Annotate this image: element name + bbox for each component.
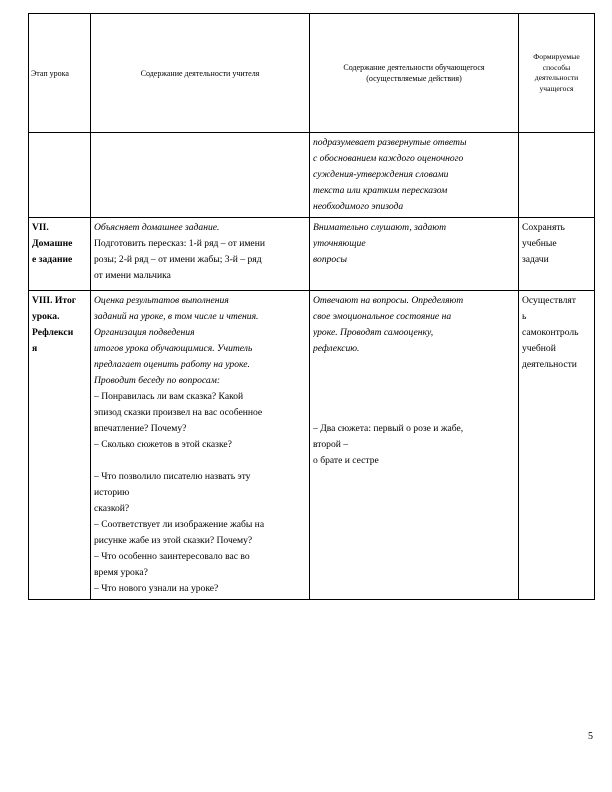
- table-header-row: [29, 14, 595, 133]
- table-row-reflection: [29, 291, 595, 600]
- teacher-cell-reflection: Оценка результатов выполнения заданий на уроке, в том числе и чтения. Организация подведения итогов урока обучающимися. Учитель предлагает оценить работу на уроке. Проводит беседу по вопросам: – Понравилась ли вам сказка? Какой эпизод сказки произвел на вас особенное впечатление? Почему? – Сколько сюжетов в этой сказке? – Что позволило писателю назвать эту историю сказкой? – Соответствует ли изображение жабы на рисунке жабе из этой сказки? Почему? – Что особенно заинтересовало вас во время урока? – Что нового узнали на уроке?: [91, 291, 310, 600]
- header-stage: Этап урока: [29, 14, 91, 133]
- header-teacher: Содержание деятельности учителя: [91, 14, 310, 133]
- lesson-plan-table: [28, 13, 595, 600]
- table-row-continuation: [29, 133, 595, 218]
- table-row-homework: [29, 218, 595, 291]
- uud-cell-empty: [519, 133, 595, 218]
- teacher-cell-homework: Объясняет домашнее задание. Подготовить пересказ: 1-й ряд – от имени розы; 2-й ряд – от имени жабы; 3-й – ряд от имени мальчика: [91, 218, 310, 291]
- student-cell-homework: Внимательно слушают, задают уточняющие вопросы: [310, 218, 519, 291]
- header-uud: Формируемые способы деятельности учащегося: [519, 14, 595, 133]
- student-cell-reflection: Отвечают на вопросы. Определяют свое эмоциональное состояние на уроке. Проводят самооценку, рефлексию. – Два сюжета: первый о розе и жабе, второй – о брате и сестре: [310, 291, 519, 600]
- stage-cell-reflection: VIII. Итог урока. Рефлекси я: [29, 291, 91, 600]
- page-number: 5: [588, 731, 593, 742]
- student-cell-continuation: подразумевает развернутые ответы с обоснованием каждого оценочного суждения-утверждения словами текста или кратким пересказом необходимого эпизода: [310, 133, 519, 218]
- header-student: Содержание деятельности обучающегося (осуществляемые действия): [310, 14, 519, 133]
- uud-cell-homework: Сохранять учебные задачи: [519, 218, 595, 291]
- teacher-cell-empty: [91, 133, 310, 218]
- stage-cell-homework: VII. Домашне е задание: [29, 218, 91, 291]
- stage-cell-empty: [29, 133, 91, 218]
- uud-cell-reflection: Осуществлят ь самоконтроль учебной деятельности: [519, 291, 595, 600]
